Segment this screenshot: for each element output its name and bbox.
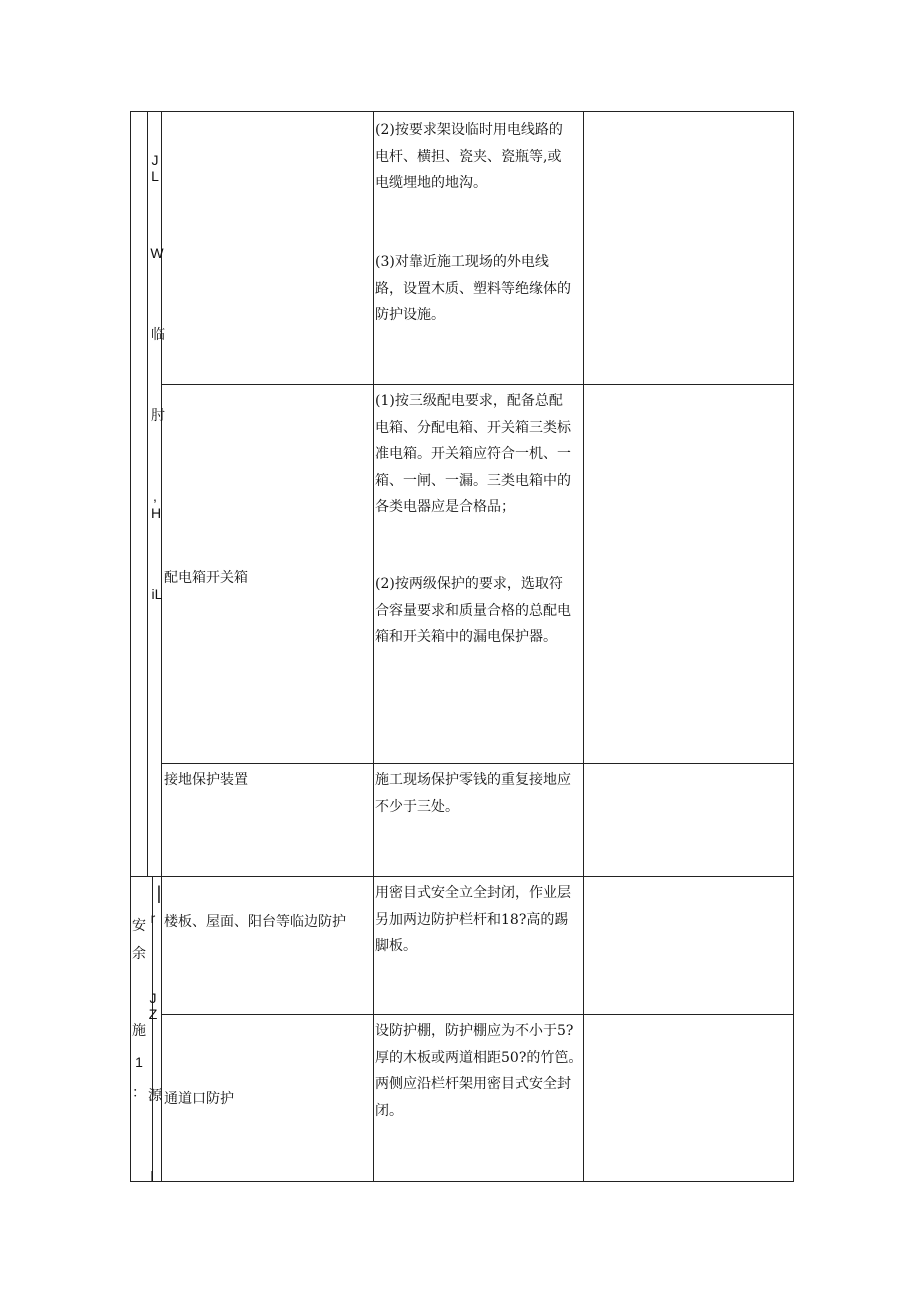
requirement-text: (3)对靠近施工现场的外电线 路，设置木质、塑料等绝缘体的 防护设施。: [375, 254, 571, 323]
group2-sub-char: 源: [148, 1088, 162, 1104]
group2-outer-char: 1: [135, 1054, 143, 1070]
table-row: [161, 763, 794, 876]
group2-sub-char: l: [150, 1168, 154, 1184]
item-cell: 配电箱开关箱: [164, 570, 248, 586]
requirement-text: (2)按要求架设临时用电线路的 电杆、横担、瓷夹、瓷瓶等,或 电缆埋地的地沟。: [375, 122, 563, 191]
group2-sub-char: Z: [148, 1006, 158, 1022]
requirement-text: 设防护棚，防护棚应为不小于5? 厚的木板或两道相距50?的竹笆。 两侧应沿栏杆架用密目式安全封 闭。: [375, 1023, 583, 1119]
group1-sub-char: L: [151, 168, 159, 184]
item-cell: 接地保护装置: [164, 772, 248, 788]
requirement-text: (2)按两级保护的要求，选取符 合容量要求和质量合格的总配电 箱和开关箱中的漏电保护器。: [375, 576, 571, 645]
table-left-border: [130, 111, 131, 1182]
table-row: [161, 876, 794, 1014]
group2-sub-char: r: [150, 910, 156, 926]
requirement-text: 施工现场保护零钱的重复接地应 不少于三处。: [375, 772, 571, 815]
table-row: [161, 384, 794, 763]
group2-outer-char: ：: [132, 1085, 146, 1101]
table-row: [161, 111, 794, 384]
item-cell: 楼板、屋面、阳台等临边防护: [164, 914, 346, 930]
group1-sub-char: J: [151, 152, 159, 168]
requirement-text: 用密目式安全立全封闭，作业层 另加两边防护栏杆和18?高的踢 脚板。: [375, 885, 571, 954]
group2-sub-char: J: [149, 990, 157, 1006]
group2-outer-char: 安: [132, 918, 146, 934]
group2-outer-char: 施: [132, 1023, 146, 1039]
table-bottom-border: [130, 1181, 794, 1182]
group1-sub-char: 临: [151, 327, 165, 343]
group1-sub-char: W: [150, 245, 164, 261]
item-cell: 通道口防护: [164, 1091, 234, 1107]
group1-sub-char: H: [150, 505, 162, 521]
group2-outer-char: 余: [132, 946, 146, 962]
table-row: [161, 1014, 794, 1181]
group2-sub-char: |: [156, 883, 162, 903]
group1-sub-char: iL: [151, 586, 163, 602]
group1-sub-char: 肘: [151, 408, 165, 424]
group1-sub-char: ,: [153, 488, 157, 504]
requirement-text: (1)按三级配电要求，配备总配 电箱、分配电箱、开关箱三类标 准电箱。开关箱应符合一机、一 箱、一闸、一漏。三类电箱中的 各类电器应是合格品；: [375, 393, 571, 515]
